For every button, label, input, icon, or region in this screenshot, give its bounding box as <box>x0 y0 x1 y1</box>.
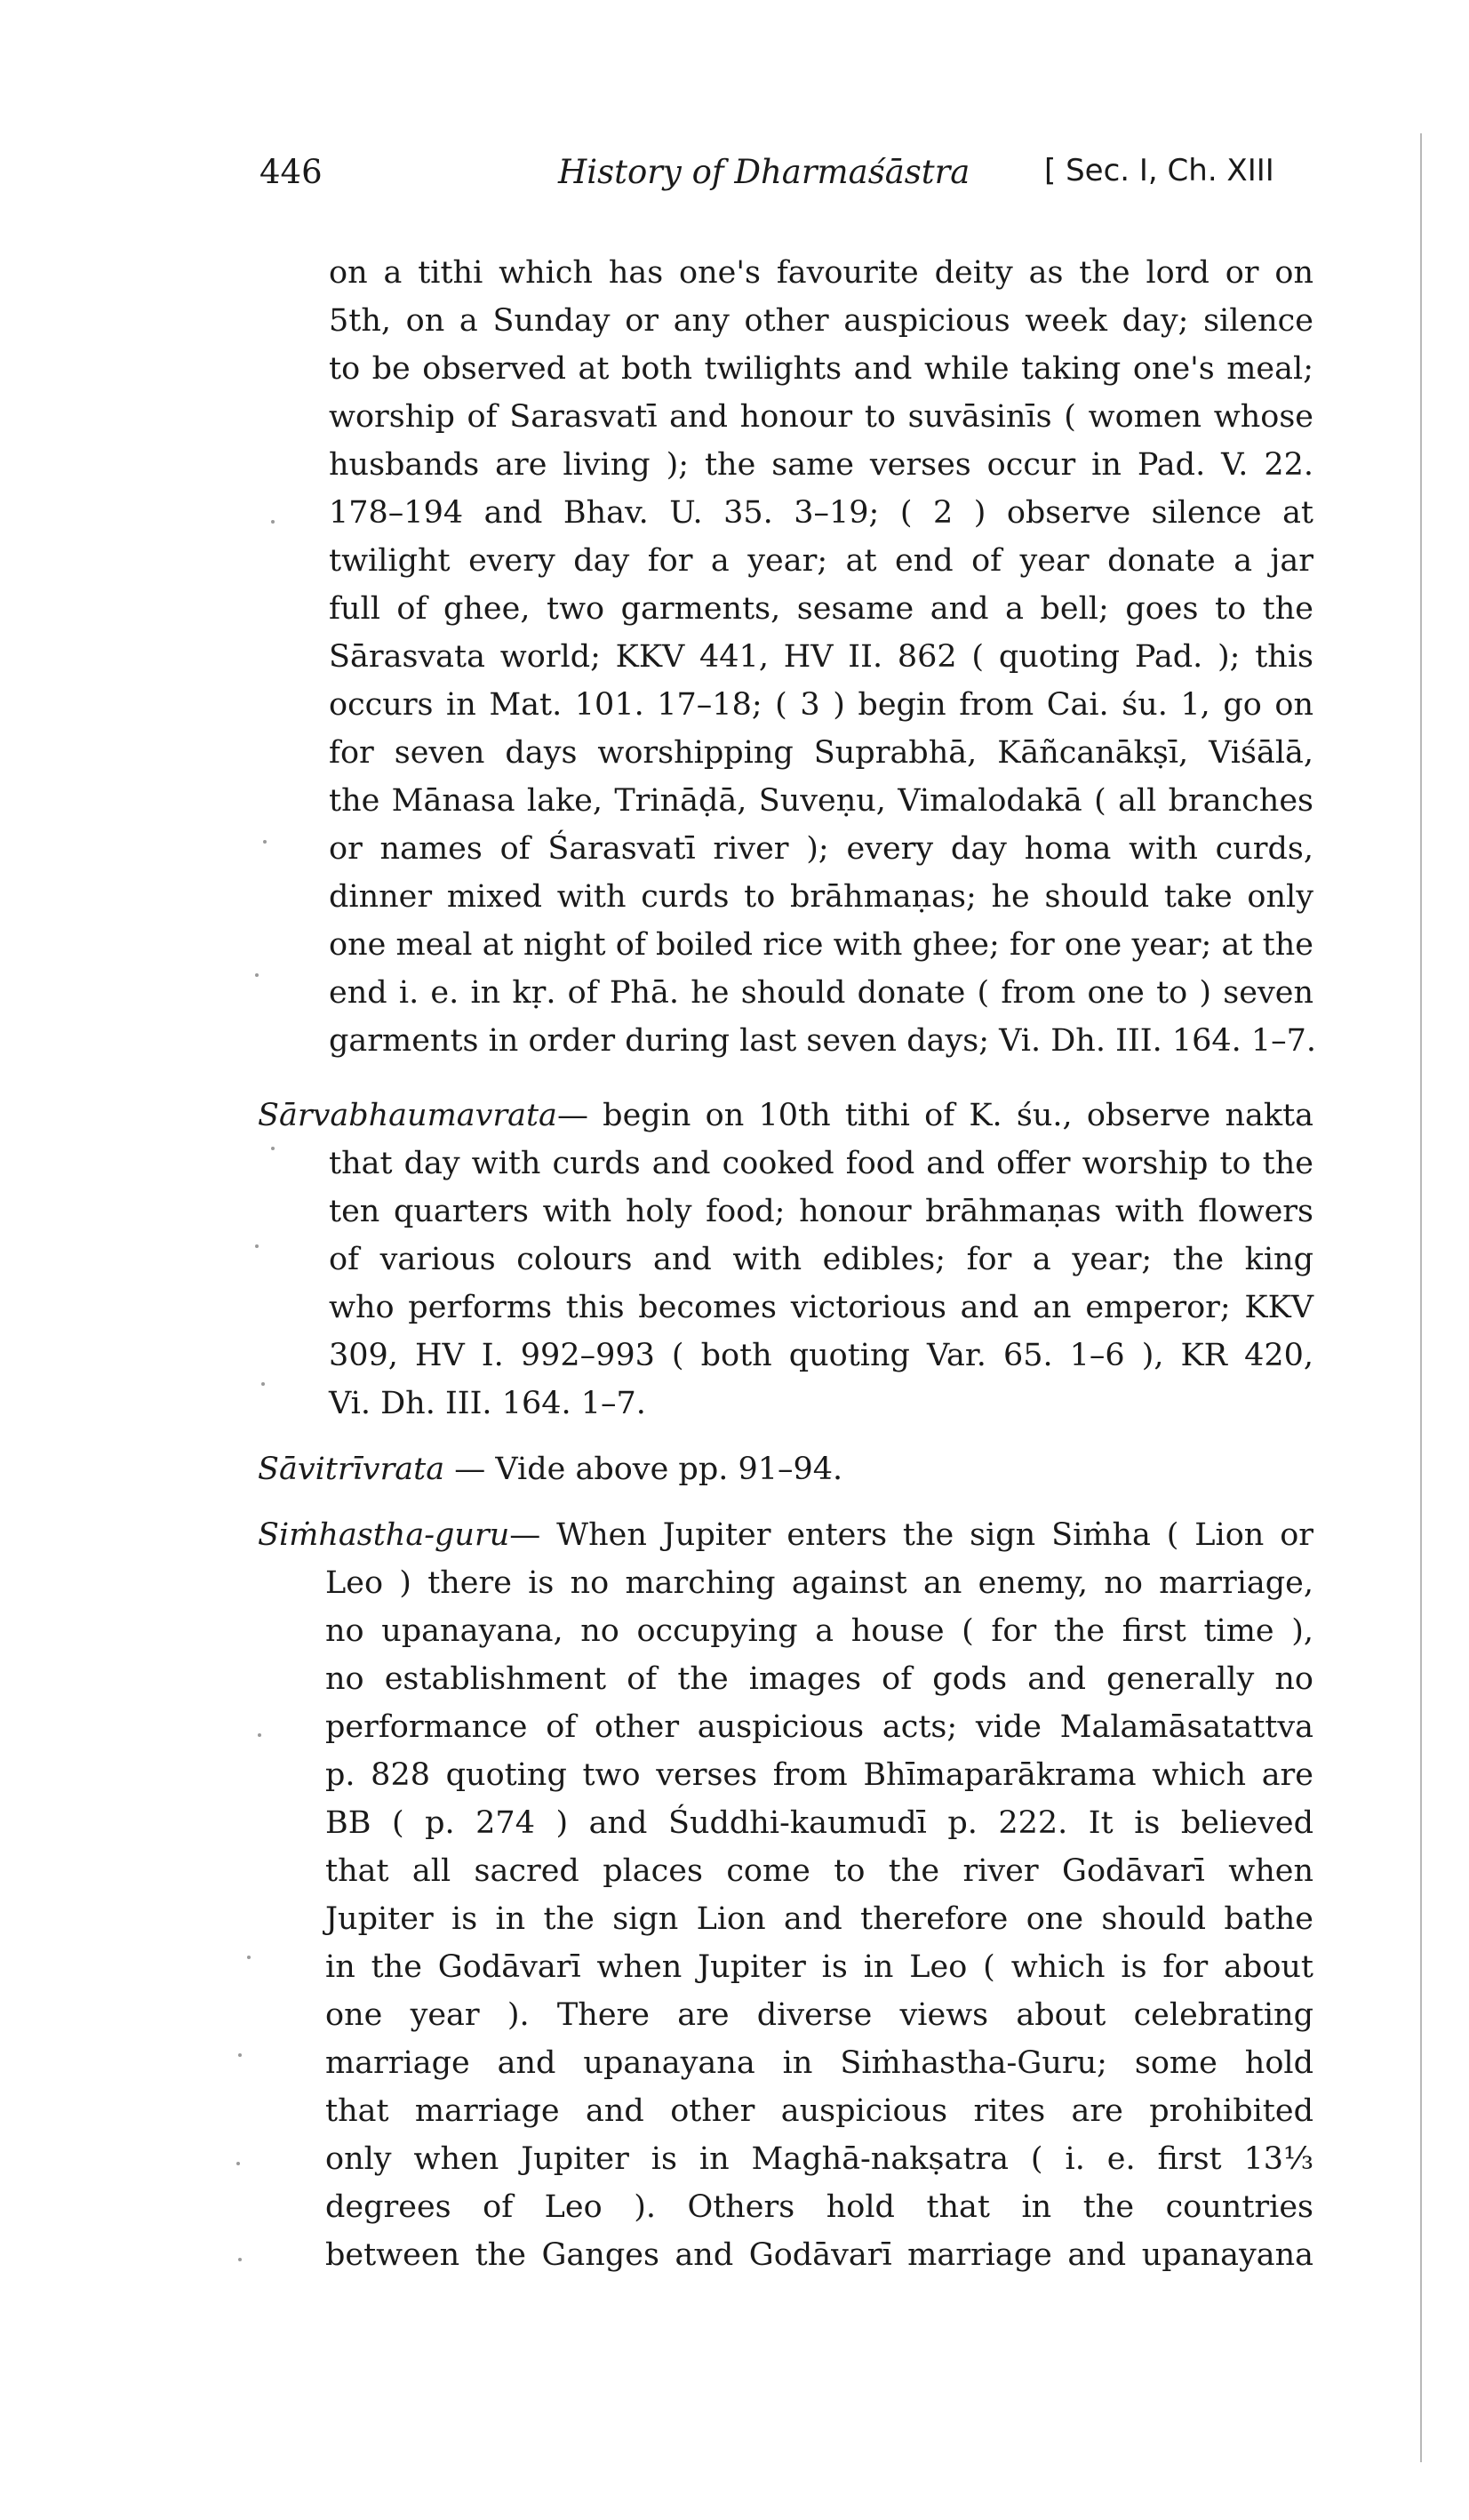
text-line: — begin on 10th tithi of K. śu., observe nakta <box>556 1098 1313 1133</box>
page-number: 446 <box>259 153 323 191</box>
text-line: in the Godāvarī when Jupiter is in Leo ( which is for about <box>325 1949 1313 1985</box>
text-line: 5th, on a Sunday or any other auspicious week day; silence <box>329 303 1313 339</box>
text-line: that day with curds and cooked food and offer worship to the <box>329 1146 1313 1181</box>
text-line: twilight every day for a year; at end of year donate a jar <box>329 543 1313 579</box>
text-line: no establishment of the images of gods and generally no <box>325 1661 1313 1697</box>
text-line: who performs this becomes victorious and an emperor; KKV <box>329 1290 1313 1325</box>
text-line: Sārasvata world; KKV 441, HV II. 862 ( quoting Pad. ); this <box>329 639 1313 675</box>
entry-term: Sāvitrīvrata <box>258 1452 445 1487</box>
text-line: Jupiter is in the sign Lion and therefore one should bathe <box>325 1901 1313 1937</box>
text-line: to be observed at both twilights and while taking one's meal; <box>329 351 1313 387</box>
text-line: occurs in Mat. 101. 17–18; ( 3 ) begin from Cai. śu. 1, go on <box>329 687 1313 723</box>
scan-speck <box>255 973 259 977</box>
text-line: BB ( p. 274 ) and Śuddhi-kaumudī p. 222. It is believed <box>325 1805 1313 1841</box>
text-line: no upanayana, no occupying a house ( for the first time ), <box>325 1613 1313 1649</box>
scan-speck <box>261 1382 265 1386</box>
text-line: Leo ) there is no marching against an enemy, no marriage, <box>325 1565 1313 1601</box>
scan-speck <box>255 1244 259 1248</box>
text-line: garments in order during last seven days; Vi. Dh. III. 164. 1–7. <box>329 1023 1317 1059</box>
entry-first-line <box>258 1447 842 1492</box>
text-line: full of ghee, two garments, sesame and a bell; goes to the <box>329 591 1313 627</box>
entry-term: Siṁhastha-guru <box>258 1517 510 1553</box>
text-line: ten quarters with holy food; honour brāhmaṇas with flowers <box>329 1194 1313 1229</box>
text-line: marriage and upanayana in Siṁhastha-Guru; some hold <box>325 2045 1313 2081</box>
scan-speck <box>238 2053 242 2057</box>
text-line: worship of Sarasvatī and honour to suvāsinīs ( women whose <box>329 399 1313 435</box>
text-line: dinner mixed with curds to brāhmaṇas; he should take only <box>329 879 1313 915</box>
text-line: 309, HV I. 992–993 ( both quoting Var. 65. 1–6 ), KR 420, <box>329 1338 1313 1373</box>
text-line: that marriage and other auspicious rites are prohibited <box>325 2093 1313 2129</box>
text-line: of various colours and with edibles; for a year; the king <box>329 1242 1313 1277</box>
text-line: end i. e. in kṛ. of Phā. he should donate ( from one to ) seven <box>329 975 1313 1011</box>
text-line: between the Ganges and Godāvarī marriage and upanayana <box>325 2237 1313 2273</box>
text-line: one year ). There are diverse views about celebrating <box>325 1997 1313 2033</box>
text-line: p. 828 quoting two verses from Bhīmaparākrama which are <box>325 1757 1313 1793</box>
scan-speck <box>271 1147 275 1150</box>
text-line: that all sacred places come to the river Godāvarī when <box>325 1853 1313 1889</box>
scan-speck <box>263 840 267 844</box>
scan-speck <box>236 2162 240 2165</box>
entry-first-line <box>258 1093 1313 1138</box>
scan-speck <box>238 2258 242 2261</box>
scan-speck <box>258 1733 261 1737</box>
book-title: History of Dharmaśāstra <box>558 153 970 191</box>
entry-first-line <box>258 1513 1313 1557</box>
entry-term: Sārvabhaumavrata <box>258 1098 557 1133</box>
text-line: only when Jupiter is in Maghā-nakṣatra ( i. e. first 13⅓ <box>325 2141 1313 2177</box>
text-line: husbands are living ); the same verses occur in Pad. V. 22. <box>329 447 1313 483</box>
scan-speck <box>247 1956 251 1959</box>
text-line: degrees of Leo ). Others hold that in the countries <box>325 2189 1313 2225</box>
text-line: Vi. Dh. III. 164. 1–7. <box>329 1386 646 1421</box>
text-line: the Mānasa lake, Trināḍā, Suveṇu, Vimalodakā ( all branches <box>329 783 1313 819</box>
text-line: one meal at night of boiled rice with ghee; for one year; at the <box>329 927 1313 963</box>
text-line: 178–194 and Bhav. U. 35. 3–19; ( 2 ) observe silence at <box>329 495 1313 531</box>
scan-speck <box>271 520 275 524</box>
scan-edge-line <box>1420 133 1422 2462</box>
section-reference: [ Sec. I, Ch. XIII <box>1044 153 1274 188</box>
running-header <box>0 153 1469 206</box>
text-line: — Vide above pp. 91–94. <box>444 1452 843 1487</box>
text-line: on a tithi which has one's favourite deity as the lord or on <box>329 255 1313 291</box>
text-line: for seven days worshipping Suprabhā, Kāñcanākṣī, Viśālā, <box>329 735 1313 771</box>
text-line: or names of Śarasvatī river ); every day homa with curds, <box>329 831 1313 867</box>
text-line: performance of other auspicious acts; vide Malamāsatattva <box>325 1709 1313 1745</box>
text-line: — When Jupiter enters the sign Siṁha ( Lion or <box>509 1517 1313 1553</box>
